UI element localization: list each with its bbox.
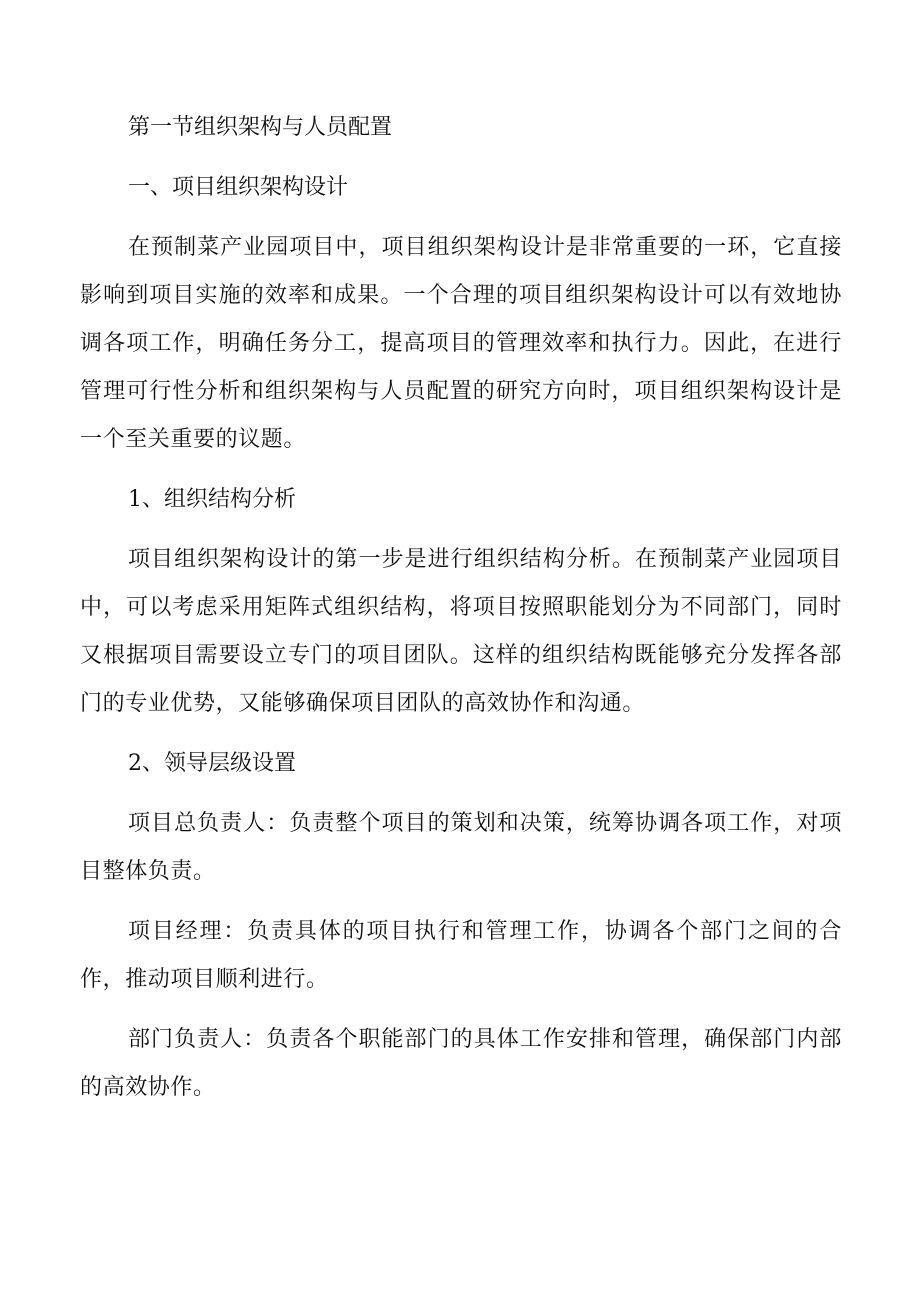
item-heading-structure-analysis: 1、组织结构分析 bbox=[128, 487, 296, 512]
section-title: 第一节组织架构与人员配置 bbox=[128, 115, 393, 140]
body-paragraph: 在预制菜产业园项目中，项目组织架构设计是非常重要的一环，它直接影响到项目实施的效率和成果。一个合理的项目组织架构设计可以有效地协调各项工作，明确任务分工，提高项目的管理效率和执行力。因此，在进行管理可行性分析和组织架构与人员配置的研究方向时，项目组织架构设计是一个至关重要的议题。 bbox=[80, 235, 842, 452]
body-paragraph: 项目经理：负责具体的项目执行和管理工作，协调各个部门之间的合作，推动项目顺利进行。 bbox=[80, 919, 842, 992]
item-heading-leadership-levels: 2、领导层级设置 bbox=[128, 751, 296, 776]
subsection-title: 一、项目组织架构设计 bbox=[128, 175, 349, 200]
body-paragraph: 部门负责人：负责各个职能部门的具体工作安排和管理，确保部门内部的高效协作。 bbox=[80, 1027, 842, 1100]
body-paragraph: 项目总负责人：负责整个项目的策划和决策，统筹协调各项工作，对项目整体负责。 bbox=[80, 811, 842, 884]
document-page bbox=[80, 104, 842, 1124]
body-paragraph: 项目组织架构设计的第一步是进行组织结构分析。在预制菜产业园项目中，可以考虑采用矩阵式组织结构，将项目按照职能划分为不同部门，同时又根据项目需要设立专门的项目团队。这样的组织结构既能够充分发挥各部门的专业优势，又能够确保项目团队的高效协作和沟通。 bbox=[80, 547, 842, 716]
